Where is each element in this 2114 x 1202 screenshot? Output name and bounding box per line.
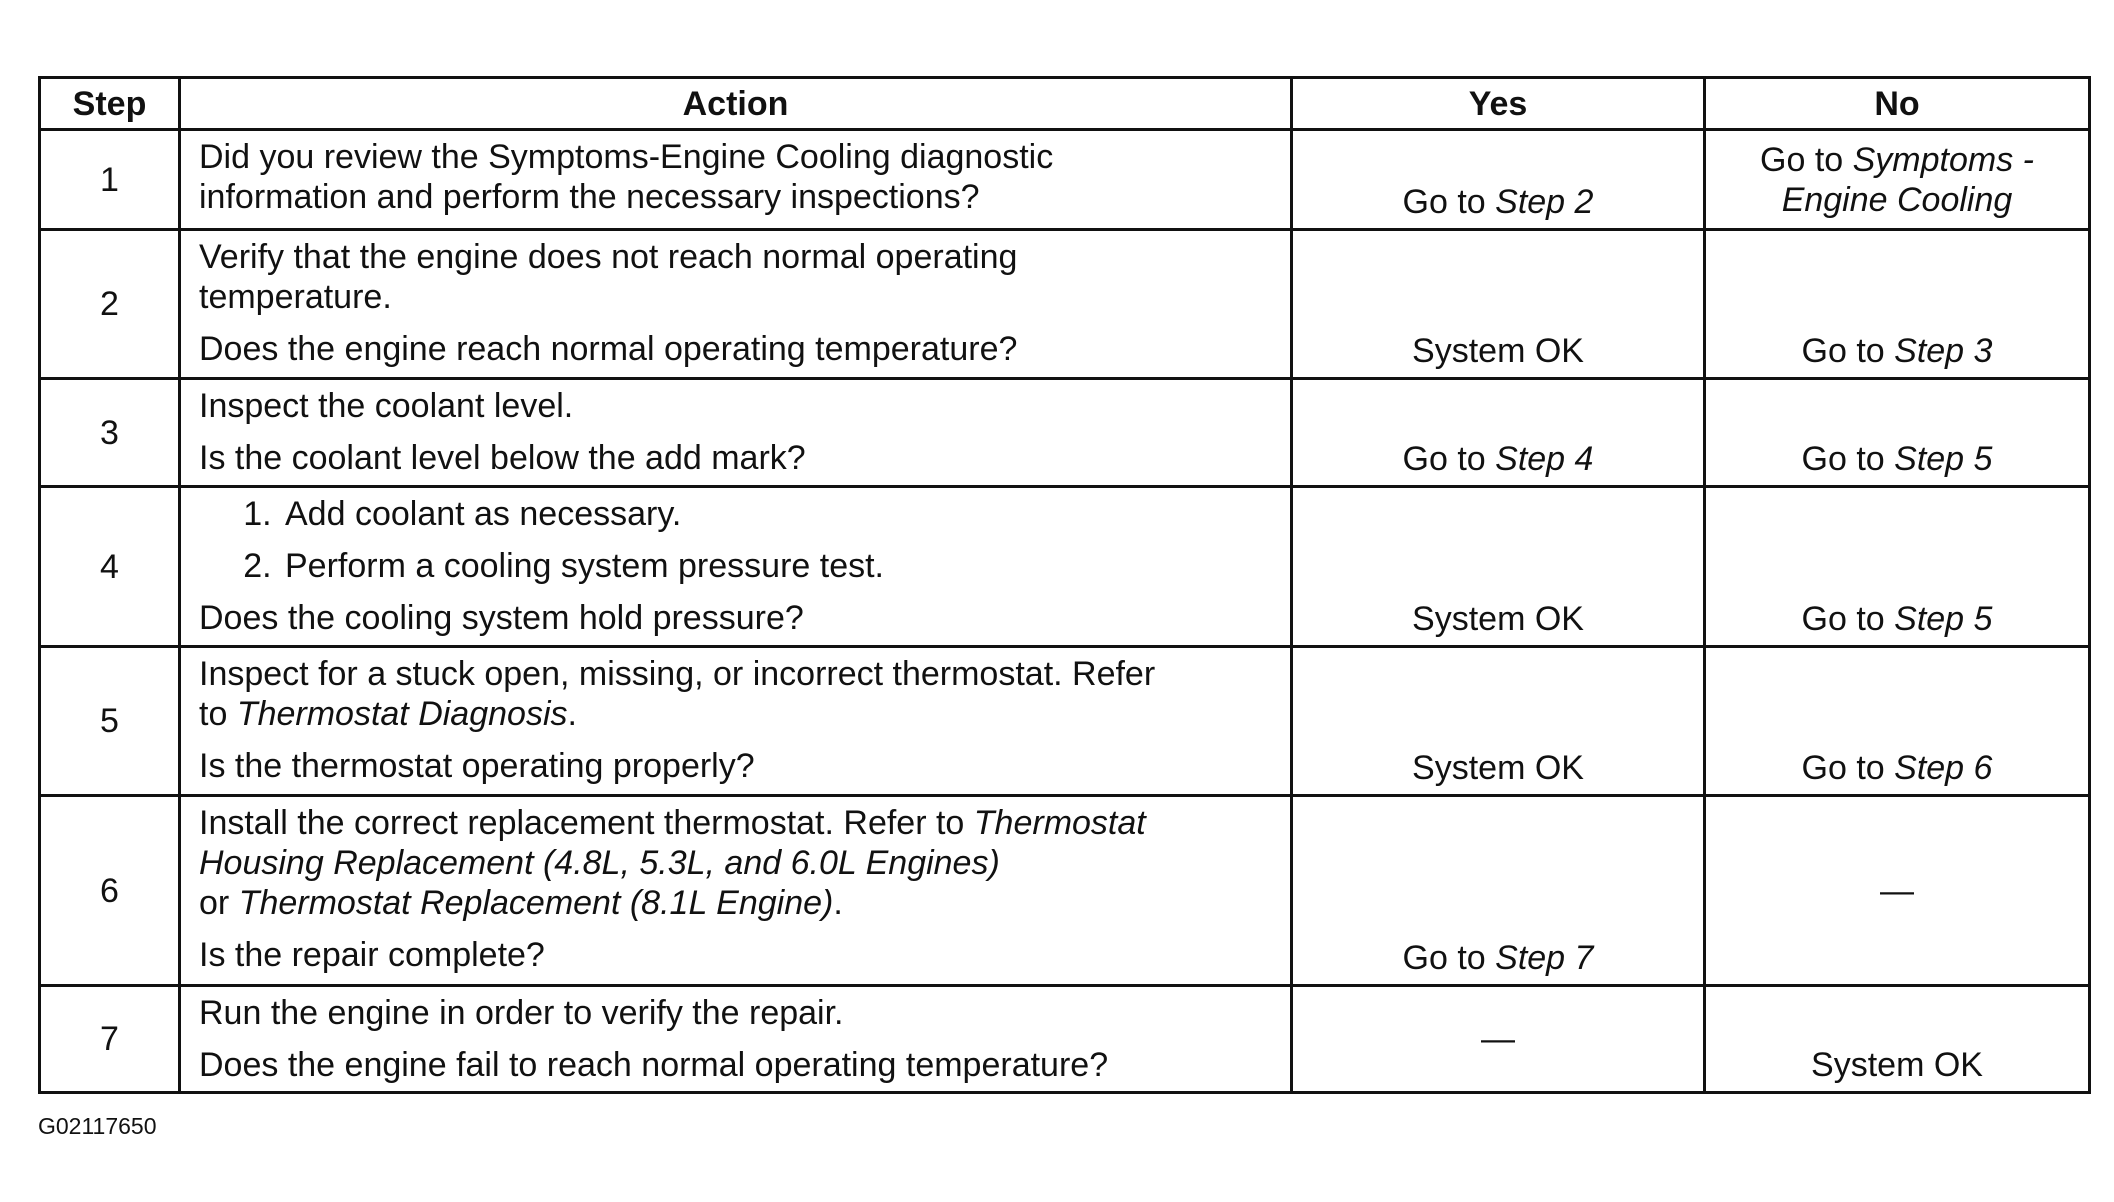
yes-step-link: Step 4 bbox=[1495, 440, 1594, 478]
action-text: . bbox=[833, 884, 843, 922]
action-cell bbox=[180, 986, 1292, 1093]
action-text: or bbox=[199, 884, 239, 922]
yes-cell: System OK bbox=[1292, 647, 1705, 796]
action-question: Does the cooling system hold pressure? bbox=[199, 599, 804, 637]
figure-id: G02117650 bbox=[38, 1113, 157, 1139]
header-yes: Yes bbox=[1292, 78, 1705, 130]
no-prefix: Go to bbox=[1801, 332, 1895, 370]
no-reference: Engine Cooling bbox=[1781, 180, 2013, 219]
action-reference: Thermostat bbox=[973, 804, 1146, 842]
step-number: 3 bbox=[40, 379, 180, 487]
action-text: Install the correct replacement thermostat. Refer to bbox=[199, 804, 974, 842]
yes-cell bbox=[1292, 130, 1705, 230]
no-step-link: Step 3 bbox=[1894, 332, 1993, 370]
no-prefix: Go to bbox=[1801, 600, 1895, 638]
table-row bbox=[40, 487, 2090, 647]
action-question: Does the engine reach normal operating temperature? bbox=[199, 330, 1018, 368]
table-row bbox=[40, 986, 2090, 1093]
yes-prefix: Go to bbox=[1402, 183, 1496, 221]
action-question: Is the thermostat operating properly? bbox=[199, 747, 755, 785]
no-cell bbox=[1705, 487, 2090, 647]
step-number: 4 bbox=[40, 487, 180, 647]
list-item: 1. Add coolant as necessary. bbox=[281, 494, 1280, 534]
no-step-link: Step 5 bbox=[1894, 440, 1993, 478]
action-cell bbox=[180, 487, 1292, 647]
step-number: 2 bbox=[40, 230, 180, 379]
no-cell bbox=[1705, 130, 2090, 230]
action-text: . bbox=[567, 695, 577, 733]
header-no: No bbox=[1705, 78, 2090, 130]
header-action: Action bbox=[180, 78, 1292, 130]
no-cell: — bbox=[1705, 796, 2090, 986]
action-question: Is the repair complete? bbox=[199, 936, 545, 974]
step-number: 1 bbox=[40, 130, 180, 230]
action-text: Verify that the engine does not reach normal operating bbox=[199, 238, 1018, 276]
no-step-link: Step 5 bbox=[1894, 600, 1993, 638]
yes-cell: System OK bbox=[1292, 487, 1705, 647]
action-reference: Thermostat Replacement (8.1L Engine) bbox=[238, 884, 834, 922]
action-text: temperature. bbox=[199, 278, 392, 316]
no-cell bbox=[1705, 379, 2090, 487]
yes-prefix: Go to bbox=[1402, 939, 1496, 977]
yes-cell: System OK bbox=[1292, 230, 1705, 379]
no-step-link: Step 6 bbox=[1894, 749, 1993, 787]
action-cell bbox=[180, 796, 1292, 986]
yes-step-link: Step 7 bbox=[1495, 939, 1594, 977]
table-row bbox=[40, 130, 2090, 230]
action-cell bbox=[180, 130, 1292, 230]
yes-cell: — bbox=[1292, 986, 1705, 1093]
action-question: Is the coolant level below the add mark? bbox=[199, 439, 806, 477]
action-reference: Housing Replacement (4.8L, 5.3L, and 6.0L Engines) bbox=[199, 844, 1000, 882]
action-question: Does the engine fail to reach normal operating temperature? bbox=[199, 1046, 1109, 1084]
header-step: Step bbox=[40, 78, 180, 130]
table-row bbox=[40, 230, 2090, 379]
yes-step-link: Step 2 bbox=[1495, 183, 1594, 221]
step-number: 6 bbox=[40, 796, 180, 986]
step-number: 7 bbox=[40, 986, 180, 1093]
yes-prefix: Go to bbox=[1402, 440, 1496, 478]
no-reference: Symptoms - bbox=[1852, 140, 2034, 179]
table-row bbox=[40, 796, 2090, 986]
no-prefix: Go to bbox=[1801, 749, 1895, 787]
action-text: Inspect the coolant level. bbox=[199, 387, 574, 425]
action-text: information and perform the necessary inspections? bbox=[199, 178, 980, 216]
action-text: Run the engine in order to verify the repair. bbox=[199, 994, 844, 1032]
table-row bbox=[40, 647, 2090, 796]
yes-cell bbox=[1292, 379, 1705, 487]
yes-cell bbox=[1292, 796, 1705, 986]
no-cell bbox=[1705, 230, 2090, 379]
action-text: Did you review the Symptoms-Engine Cooling diagnostic bbox=[199, 138, 1054, 176]
step-number: 5 bbox=[40, 647, 180, 796]
action-steps-list bbox=[199, 494, 1280, 586]
action-cell bbox=[180, 379, 1292, 487]
header-row bbox=[40, 78, 2090, 130]
no-cell bbox=[1705, 647, 2090, 796]
diagnostic-table bbox=[38, 76, 2091, 1094]
action-reference: Thermostat Diagnosis bbox=[236, 695, 568, 733]
list-item: 2. Perform a cooling system pressure test. bbox=[281, 546, 1280, 586]
action-cell bbox=[180, 647, 1292, 796]
table-row bbox=[40, 379, 2090, 487]
no-prefix: Go to bbox=[1801, 440, 1895, 478]
no-cell: System OK bbox=[1705, 986, 2090, 1093]
no-prefix: Go to bbox=[1760, 140, 1853, 179]
action-cell bbox=[180, 230, 1292, 379]
action-text: Inspect for a stuck open, missing, or incorrect thermostat. Refer bbox=[199, 655, 1156, 693]
action-text: to bbox=[199, 695, 237, 733]
